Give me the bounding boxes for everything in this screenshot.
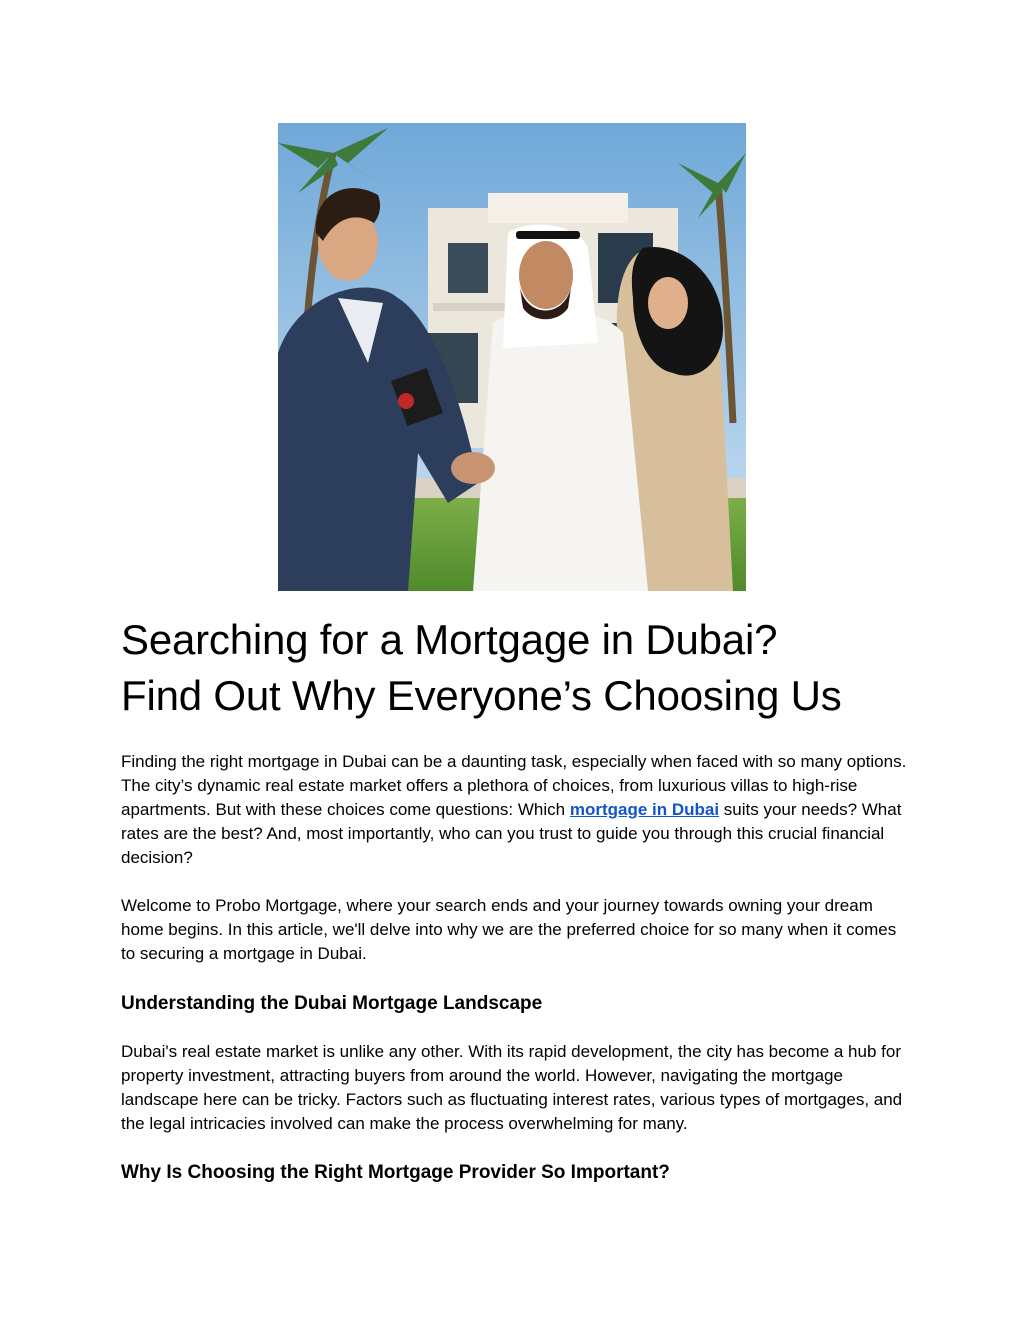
section-heading-landscape: Understanding the Dubai Mortgage Landscape (121, 993, 543, 1014)
photo-icon (278, 123, 746, 591)
landscape-paragraph: Dubai's real estate market is unlike any other. With its rapid development, the city has become a hub for property investment, attracting buyers from around the world. However, navigating the mortgage landscape here can be tricky. Factors such as fluctuating interest rates, various types of mortgages, and the legal intricacies involved can make the process overwhelming for many. (121, 1042, 903, 1133)
intro-text-before-link: Finding the right mortgage in Dubai can be a daunting task, especially when faced with so many options. The city’s dynamic real estate market offers a plethora of choices, from luxurious villas to high-rise apartments. But with these choices come questions: Which (121, 752, 907, 819)
intro-text-after-link: suits your needs? What rates are the best? And, most importantly, who can you trust to guide you through this crucial financial decision? (121, 800, 902, 867)
hero-image (278, 123, 746, 591)
mortgage-in-dubai-link[interactable]: mortgage in Dubai (569, 800, 720, 819)
title-line-1: Searching for a Mortgage in Dubai? (121, 616, 778, 663)
welcome-paragraph: Welcome to Probo Mortgage, where your search ends and your journey towards owning your dream home begins. In this article, we'll delve into why we are the preferred choice for so many when it comes to securing a mortgage in Dubai. (121, 896, 897, 963)
intro-paragraph (121, 750, 911, 870)
title-line-2: Find Out Why Everyone’s Choosing Us (121, 672, 842, 719)
section-heading-provider: Why Is Choosing the Right Mortgage Provider So Important? (121, 1162, 670, 1183)
page-title (121, 612, 911, 724)
article (121, 612, 911, 1186)
